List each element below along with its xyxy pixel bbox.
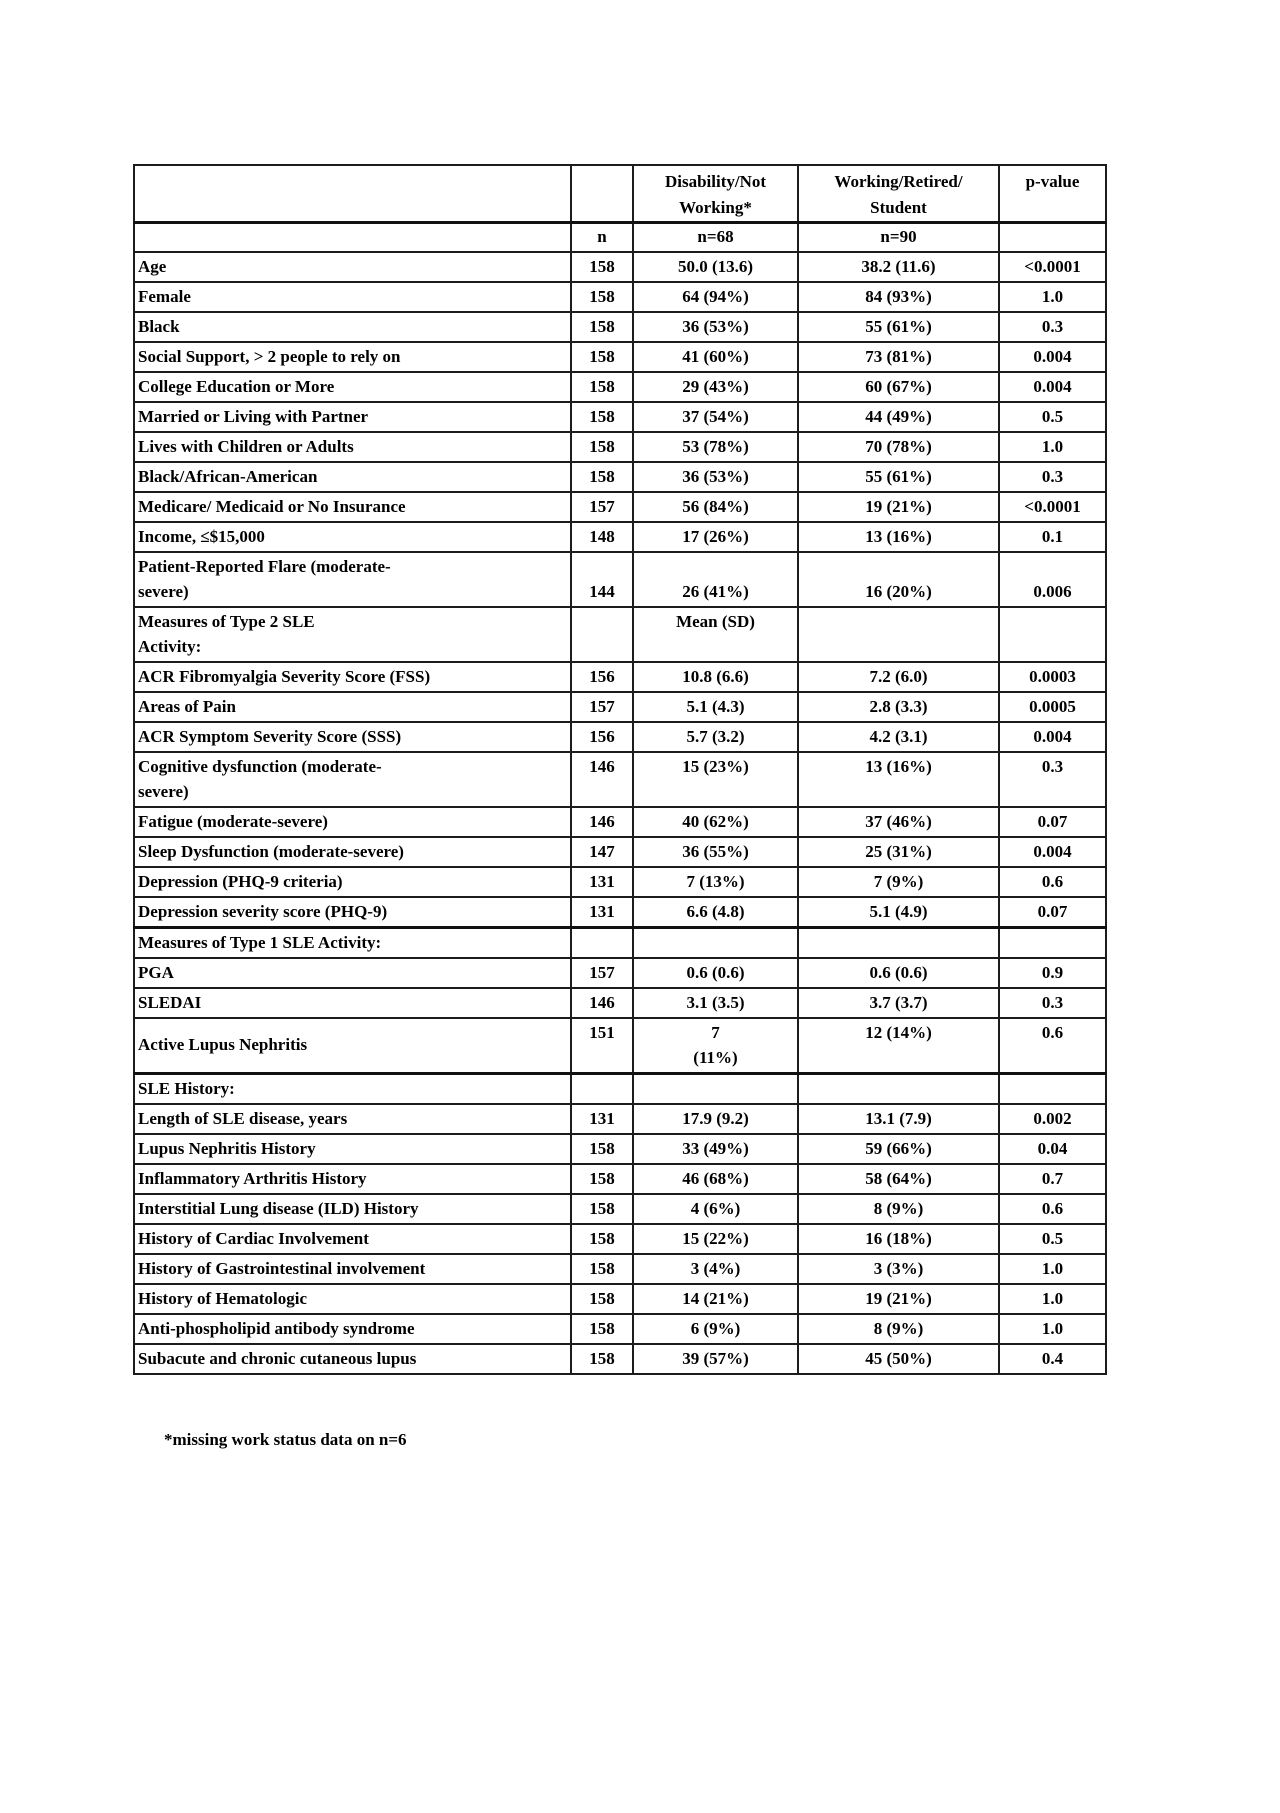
row-label: ACR Fibromyalgia Severity Score (FSS): [134, 662, 571, 692]
row-label: Income, ≤$15,000: [134, 522, 571, 552]
column-header-disability: Disability/Not Working*: [633, 165, 798, 223]
table-row: [134, 372, 1106, 402]
working-cell: 12 (14%): [798, 1018, 999, 1074]
disability-cell: 10.8 (6.6): [633, 662, 798, 692]
pvalue-cell: [999, 1073, 1106, 1104]
disability-cell: 5.7 (3.2): [633, 722, 798, 752]
row-label: Lives with Children or Adults: [134, 432, 571, 462]
working-cell: 19 (21%): [798, 1284, 999, 1314]
row-label: Measures of Type 2 SLE Activity:: [134, 607, 571, 662]
table-row: [134, 462, 1106, 492]
table-row: [134, 897, 1106, 928]
row-label: Interstitial Lung disease (ILD) History: [134, 1194, 571, 1224]
table-row: [134, 837, 1106, 867]
table-footnote: *missing work status data on n=6: [164, 1430, 407, 1449]
disability-cell: 3.1 (3.5): [633, 988, 798, 1018]
disability-cell: 4 (6%): [633, 1194, 798, 1224]
row-label: Female: [134, 282, 571, 312]
pvalue-cell: 0.6: [999, 867, 1106, 897]
row-label: College Education or More: [134, 372, 571, 402]
disability-cell: [633, 927, 798, 958]
row-label: SLEDAI: [134, 988, 571, 1018]
column-header-working: Working/Retired/ Student: [798, 165, 999, 223]
empty-cell: [134, 223, 571, 252]
disability-cell: 6.6 (4.8): [633, 897, 798, 928]
pvalue-cell: 0.0005: [999, 692, 1106, 722]
pvalue-cell: 1.0: [999, 1314, 1106, 1344]
table-row: [134, 927, 1106, 958]
disability-cell: 7 (11%): [633, 1018, 798, 1074]
working-cell: 38.2 (11.6): [798, 252, 999, 282]
working-cell: 0.6 (0.6): [798, 958, 999, 988]
working-cell: 4.2 (3.1): [798, 722, 999, 752]
row-label: History of Hematologic: [134, 1284, 571, 1314]
row-label: History of Gastrointestinal involvement: [134, 1254, 571, 1284]
disability-cell: 6 (9%): [633, 1314, 798, 1344]
pvalue-cell: 0.3: [999, 752, 1106, 807]
row-label: Lupus Nephritis History: [134, 1134, 571, 1164]
table-row: [134, 807, 1106, 837]
n-cell: 158: [571, 312, 633, 342]
working-cell: 55 (61%): [798, 312, 999, 342]
table-row: [134, 1344, 1106, 1374]
n-cell: 158: [571, 1164, 633, 1194]
row-label: PGA: [134, 958, 571, 988]
working-cell: 5.1 (4.9): [798, 897, 999, 928]
row-label: Age: [134, 252, 571, 282]
pvalue-cell: 0.3: [999, 988, 1106, 1018]
n-cell: 144: [571, 552, 633, 607]
n-cell: 157: [571, 958, 633, 988]
pvalue-cell: 0.9: [999, 958, 1106, 988]
pvalue-cell: 0.004: [999, 372, 1106, 402]
disability-cell: 3 (4%): [633, 1254, 798, 1284]
n-cell: 131: [571, 867, 633, 897]
disability-cell: 53 (78%): [633, 432, 798, 462]
disability-cell: 56 (84%): [633, 492, 798, 522]
pvalue-cell: 1.0: [999, 1284, 1106, 1314]
n-cell: 158: [571, 462, 633, 492]
table-row: [134, 342, 1106, 372]
n-cell: 146: [571, 988, 633, 1018]
row-label: Fatigue (moderate-severe): [134, 807, 571, 837]
table-row: [134, 252, 1106, 282]
disability-cell: 14 (21%): [633, 1284, 798, 1314]
table-row: [134, 752, 1106, 807]
disability-cell: 29 (43%): [633, 372, 798, 402]
disability-cell: 64 (94%): [633, 282, 798, 312]
group-header-row: [134, 165, 1106, 223]
disability-cell: 46 (68%): [633, 1164, 798, 1194]
table-row: [134, 1314, 1106, 1344]
table-row: [134, 1254, 1106, 1284]
n-cell: 158: [571, 1254, 633, 1284]
n-cell: 158: [571, 1314, 633, 1344]
row-label: Length of SLE disease, years: [134, 1104, 571, 1134]
working-n-header: n=90: [798, 223, 999, 252]
n-cell: 148: [571, 522, 633, 552]
row-label: Sleep Dysfunction (moderate-severe): [134, 837, 571, 867]
n-cell: [571, 1073, 633, 1104]
working-cell: 7 (9%): [798, 867, 999, 897]
disability-cell: 40 (62%): [633, 807, 798, 837]
n-cell: 131: [571, 897, 633, 928]
working-cell: 60 (67%): [798, 372, 999, 402]
n-cell: 158: [571, 402, 633, 432]
n-cell: 156: [571, 662, 633, 692]
n-cell: 147: [571, 837, 633, 867]
row-label: ACR Symptom Severity Score (SSS): [134, 722, 571, 752]
baseline-characteristics-table: [133, 164, 1107, 1375]
row-label: Black/African-American: [134, 462, 571, 492]
n-cell: 158: [571, 1194, 633, 1224]
working-cell: 13.1 (7.9): [798, 1104, 999, 1134]
working-cell: 58 (64%): [798, 1164, 999, 1194]
table-row: [134, 1224, 1106, 1254]
table-row: [134, 1194, 1106, 1224]
disability-cell: 5.1 (4.3): [633, 692, 798, 722]
disability-cell: 41 (60%): [633, 342, 798, 372]
disability-cell: 17.9 (9.2): [633, 1104, 798, 1134]
working-cell: 37 (46%): [798, 807, 999, 837]
working-cell: 45 (50%): [798, 1344, 999, 1374]
disability-cell: 15 (23%): [633, 752, 798, 807]
row-label: Anti-phospholipid antibody syndrome: [134, 1314, 571, 1344]
working-cell: 73 (81%): [798, 342, 999, 372]
pvalue-cell: 0.1: [999, 522, 1106, 552]
n-cell: 158: [571, 1284, 633, 1314]
pvalue-cell: 0.4: [999, 1344, 1106, 1374]
table-row: [134, 662, 1106, 692]
table-row: [134, 1073, 1106, 1104]
n-cell: 158: [571, 1344, 633, 1374]
table-row: [134, 867, 1106, 897]
pvalue-cell: 0.004: [999, 722, 1106, 752]
row-label: Cognitive dysfunction (moderate- severe): [134, 752, 571, 807]
n-cell: 158: [571, 1134, 633, 1164]
table-row: [134, 402, 1106, 432]
working-cell: 3.7 (3.7): [798, 988, 999, 1018]
n-cell: 158: [571, 372, 633, 402]
working-cell: 84 (93%): [798, 282, 999, 312]
pvalue-cell: 0.004: [999, 342, 1106, 372]
row-label: Subacute and chronic cutaneous lupus: [134, 1344, 571, 1374]
n-cell: 158: [571, 1224, 633, 1254]
table-row: [134, 282, 1106, 312]
row-label: Areas of Pain: [134, 692, 571, 722]
n-cell: 146: [571, 752, 633, 807]
n-cell: 158: [571, 252, 633, 282]
n-cell: 131: [571, 1104, 633, 1134]
disability-cell: 7 (13%): [633, 867, 798, 897]
n-cell: 151: [571, 1018, 633, 1074]
empty-n-header-cell: [571, 165, 633, 223]
disability-cell: 33 (49%): [633, 1134, 798, 1164]
working-cell: 25 (31%): [798, 837, 999, 867]
table-row: [134, 432, 1106, 462]
pvalue-cell: 0.07: [999, 807, 1106, 837]
pvalue-cell: 0.3: [999, 462, 1106, 492]
pvalue-cell: 0.07: [999, 897, 1106, 928]
table-row: [134, 312, 1106, 342]
table-row: [134, 1284, 1106, 1314]
pvalue-cell: 0.5: [999, 402, 1106, 432]
table-row: [134, 958, 1106, 988]
n-cell: [571, 927, 633, 958]
pvalue-cell: 1.0: [999, 282, 1106, 312]
row-label: Social Support, > 2 people to rely on: [134, 342, 571, 372]
working-cell: [798, 1073, 999, 1104]
empty-cell: [999, 223, 1106, 252]
disability-cell: 50.0 (13.6): [633, 252, 798, 282]
table-row: [134, 552, 1106, 607]
row-label: Depression severity score (PHQ-9): [134, 897, 571, 928]
table-row: [134, 1134, 1106, 1164]
n-header-row: [134, 223, 1106, 252]
working-cell: 13 (16%): [798, 522, 999, 552]
table-row: [134, 988, 1106, 1018]
pvalue-cell: <0.0001: [999, 252, 1106, 282]
working-cell: 16 (18%): [798, 1224, 999, 1254]
working-cell: 70 (78%): [798, 432, 999, 462]
pvalue-cell: 0.6: [999, 1018, 1106, 1074]
n-cell: 146: [571, 807, 633, 837]
n-cell: 156: [571, 722, 633, 752]
row-label: Inflammatory Arthritis History: [134, 1164, 571, 1194]
disability-cell: 0.6 (0.6): [633, 958, 798, 988]
n-cell: [571, 607, 633, 662]
table-row: [134, 692, 1106, 722]
pvalue-cell: 1.0: [999, 1254, 1106, 1284]
empty-label-header-cell: [134, 165, 571, 223]
n-cell: 158: [571, 432, 633, 462]
row-label: SLE History:: [134, 1073, 571, 1104]
table-body: [134, 252, 1106, 1374]
row-label: Patient-Reported Flare (moderate- severe): [134, 552, 571, 607]
pvalue-cell: 0.04: [999, 1134, 1106, 1164]
n-column-header: n: [571, 223, 633, 252]
pvalue-cell: 1.0: [999, 432, 1106, 462]
pvalue-cell: [999, 607, 1106, 662]
disability-cell: [633, 1073, 798, 1104]
row-label: Active Lupus Nephritis: [134, 1018, 571, 1074]
disability-cell: 37 (54%): [633, 402, 798, 432]
pvalue-cell: 0.0003: [999, 662, 1106, 692]
disability-cell: 39 (57%): [633, 1344, 798, 1374]
disability-cell: Mean (SD): [633, 607, 798, 662]
working-cell: 16 (20%): [798, 552, 999, 607]
pvalue-cell: [999, 927, 1106, 958]
table-row: [134, 1104, 1106, 1134]
pvalue-cell: <0.0001: [999, 492, 1106, 522]
pvalue-cell: 0.3: [999, 312, 1106, 342]
disability-cell: 36 (55%): [633, 837, 798, 867]
working-cell: 19 (21%): [798, 492, 999, 522]
table-row: [134, 607, 1106, 662]
row-label: Black: [134, 312, 571, 342]
pvalue-cell: 0.002: [999, 1104, 1106, 1134]
working-cell: 3 (3%): [798, 1254, 999, 1284]
working-cell: 59 (66%): [798, 1134, 999, 1164]
working-cell: [798, 607, 999, 662]
row-label: Medicare/ Medicaid or No Insurance: [134, 492, 571, 522]
table-row: [134, 492, 1106, 522]
pvalue-cell: 0.006: [999, 552, 1106, 607]
working-cell: 8 (9%): [798, 1194, 999, 1224]
n-cell: 158: [571, 282, 633, 312]
disability-cell: 17 (26%): [633, 522, 798, 552]
table-row: [134, 522, 1106, 552]
pvalue-cell: 0.004: [999, 837, 1106, 867]
disability-n-header: n=68: [633, 223, 798, 252]
pvalue-cell: 0.6: [999, 1194, 1106, 1224]
pvalue-cell: 0.5: [999, 1224, 1106, 1254]
n-cell: 157: [571, 692, 633, 722]
n-cell: 157: [571, 492, 633, 522]
working-cell: 55 (61%): [798, 462, 999, 492]
row-label: Depression (PHQ-9 criteria): [134, 867, 571, 897]
working-cell: 13 (16%): [798, 752, 999, 807]
row-label: History of Cardiac Involvement: [134, 1224, 571, 1254]
disability-cell: 26 (41%): [633, 552, 798, 607]
n-cell: 158: [571, 342, 633, 372]
working-cell: 8 (9%): [798, 1314, 999, 1344]
disability-cell: 36 (53%): [633, 312, 798, 342]
row-label: Measures of Type 1 SLE Activity:: [134, 927, 571, 958]
working-cell: [798, 927, 999, 958]
pvalue-cell: 0.7: [999, 1164, 1106, 1194]
working-cell: 44 (49%): [798, 402, 999, 432]
table-row: [134, 1164, 1106, 1194]
disability-cell: 15 (22%): [633, 1224, 798, 1254]
disability-cell: 36 (53%): [633, 462, 798, 492]
working-cell: 7.2 (6.0): [798, 662, 999, 692]
working-cell: 2.8 (3.3): [798, 692, 999, 722]
column-header-pvalue: p-value: [999, 165, 1106, 223]
table-row: [134, 722, 1106, 752]
table-row: [134, 1018, 1106, 1074]
row-label: Married or Living with Partner: [134, 402, 571, 432]
